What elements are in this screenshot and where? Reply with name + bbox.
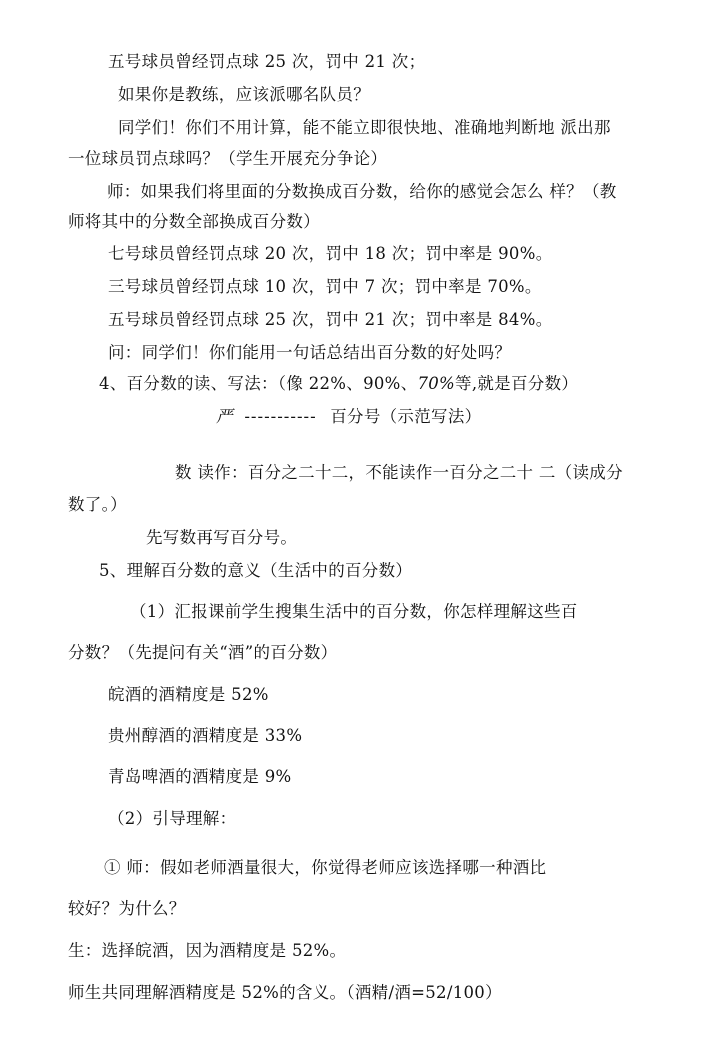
text-line: 数了。）	[68, 495, 127, 514]
text-line: 如果你是教练，应该派哪名队员？	[118, 85, 370, 104]
text-line: 五号球员曾经罚点球 25 次，罚中 21 次；	[108, 52, 426, 71]
text-line: 较好？为什么？	[68, 899, 186, 918]
text-line: 一位球员罚点球吗？（学生开展充分争论）	[68, 149, 388, 168]
section-4-text: 4、百分数的读、写法：（像 22%、90%、	[99, 374, 418, 393]
section-4-heading	[99, 373, 578, 395]
text-line: 分数？（先提问有关“酒”的百分数）	[68, 643, 338, 662]
text-line: 七号球员曾经罚点球 20 次，罚中 18 次；罚中率是 90%。	[108, 244, 553, 263]
text-line: 问：同学们！你们能用一句话总结出百分数的好处吗？	[108, 343, 512, 362]
text-line: 五号球员曾经罚点球 25 次，罚中 21 次；罚中率是 84%。	[108, 310, 553, 329]
text-line: 同学们！你们不用计算，能不能立即很快地、准确地判断地 派出那	[118, 118, 611, 137]
text-line: （1）汇报课前学生搜集生活中的百分数，你怎样理解这些百	[130, 602, 578, 621]
text-line: 师生共同理解酒精度是 52%的含义。（酒精/酒=52/100）	[68, 983, 502, 1002]
text-line: 师将其中的分数全部换成百分数）	[68, 212, 320, 231]
text-line: 青岛啤酒的酒精度是 9%	[108, 767, 292, 786]
dash-leader: -----------	[244, 407, 317, 426]
handwritten-mark: 严	[216, 407, 233, 426]
text-line: 生：选择皖酒，因为酒精度是 52%。	[68, 941, 347, 960]
percent-sign-label: 百分号（示范写法）	[330, 407, 482, 426]
text-line: 皖酒的酒精度是 52%	[108, 685, 269, 704]
italic-percent: 70%	[417, 374, 456, 393]
percent-sign-demo	[216, 406, 481, 428]
text-line: 三号球员曾经罚点球 10 次，罚中 7 次；罚中率是 70%。	[108, 277, 542, 296]
section-5-heading: 5、理解百分数的意义（生活中的百分数）	[99, 561, 413, 580]
text-line: 先写数再写百分号。	[146, 528, 298, 547]
text-line: 贵州醇酒的酒精度是 33%	[108, 726, 303, 745]
text-line: 师：如果我们将里面的分数换成百分数，给你的感觉会怎么 样？（教	[107, 182, 617, 201]
text-line: ① 师：假如老师酒量很大，你觉得老师应该选择哪一种酒比	[104, 858, 547, 877]
section-4-text-end: 等,就是百分数）	[455, 374, 579, 393]
text-line: 数 读作：百分之二十二，不能读作一百分之二十 二（读成分	[175, 463, 623, 482]
text-line: （2）引导理解：	[108, 809, 237, 828]
